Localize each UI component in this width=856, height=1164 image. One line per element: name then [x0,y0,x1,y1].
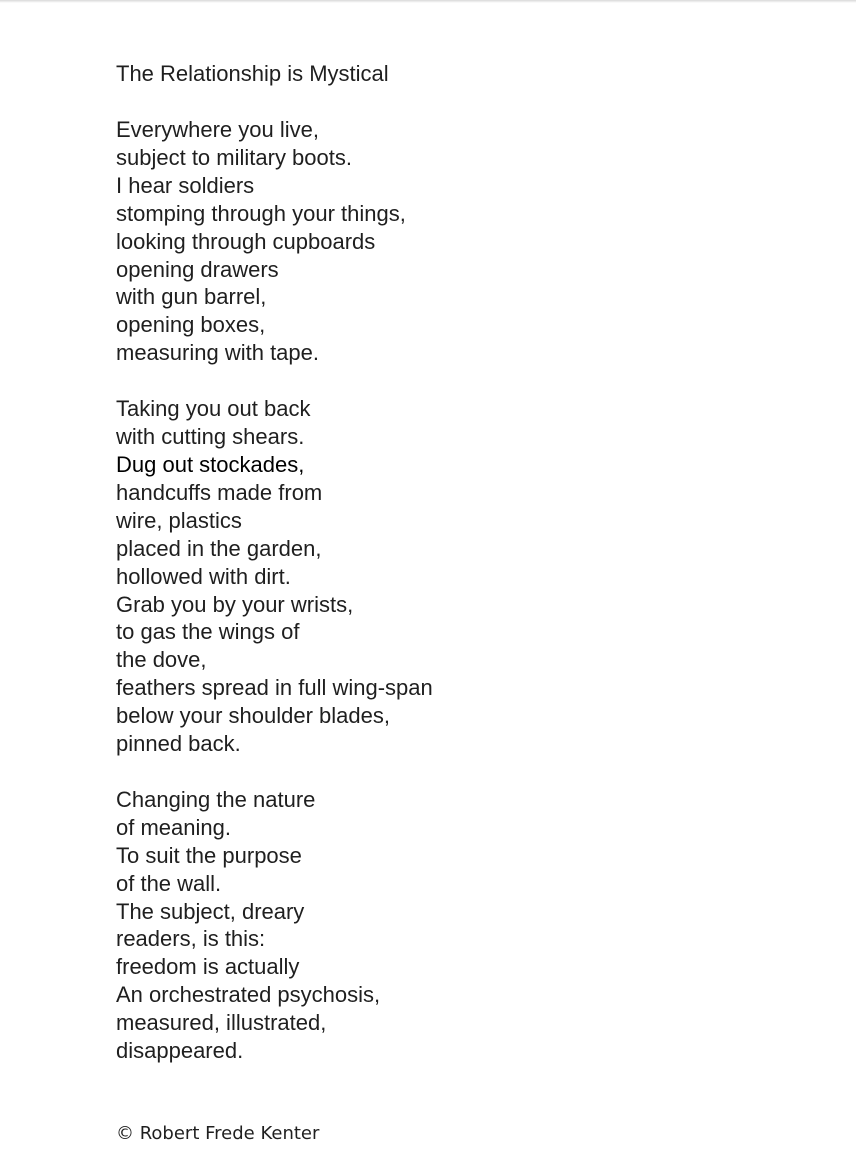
poem-line: measured, illustrated, [116,1010,327,1036]
poem-line: Everywhere you live, [116,117,319,142]
stanza-1 [116,116,816,367]
stanza-3 [116,786,816,1065]
copyright-notice: © Robert Frede Kenter [116,1123,320,1144]
poem-line: feathers spread in full wing-span [116,675,433,701]
poem-line: with gun barrel, [116,284,267,310]
poem-line: Dug out stockades, [116,451,305,477]
poem-line: An orchestrated psychosis, [116,982,381,1008]
poem-line: measuring with tape. [116,340,319,366]
poem-line: below your shoulder blades, [116,703,390,729]
poem-line: subject to military boots. [116,144,352,170]
poem-line: with cutting shears. [116,424,305,450]
poem-line: to gas the wings of [116,619,300,645]
poem-line: freedom is actually [116,954,300,980]
poem-line: of meaning. [116,814,231,840]
poem-line: To suit the purpose [116,842,302,868]
poem-line: Changing the nature [116,786,316,812]
poem-line: opening boxes, [116,312,266,338]
poem-line: of the wall. [116,870,222,896]
poem-line: hollowed with dirt. [116,563,291,589]
poem-line: I hear soldiers [116,172,255,198]
poem-line: stomping through your things, [116,200,406,226]
poem-line: looking through cupboards [116,228,376,254]
poem-page [116,60,816,1093]
poem-title: The Relationship is Mystical [116,61,389,86]
poem-line: placed in the garden, [116,535,322,561]
page-top-edge [0,0,856,3]
poem-line: pinned back. [116,731,241,757]
poem-line: the dove, [116,647,207,673]
poem-line: handcuffs made from [116,479,323,505]
poem-line: disappeared. [116,1038,244,1064]
poem-line: Grab you by your wrists, [116,591,354,617]
poem-line: The subject, dreary [116,898,305,924]
stanza-2 [116,395,816,758]
poem-line: opening drawers [116,256,279,282]
poem-line: readers, is this: [116,926,266,952]
poem-line: wire, plastics [116,507,242,533]
poem-line: Taking you out back [116,396,311,422]
